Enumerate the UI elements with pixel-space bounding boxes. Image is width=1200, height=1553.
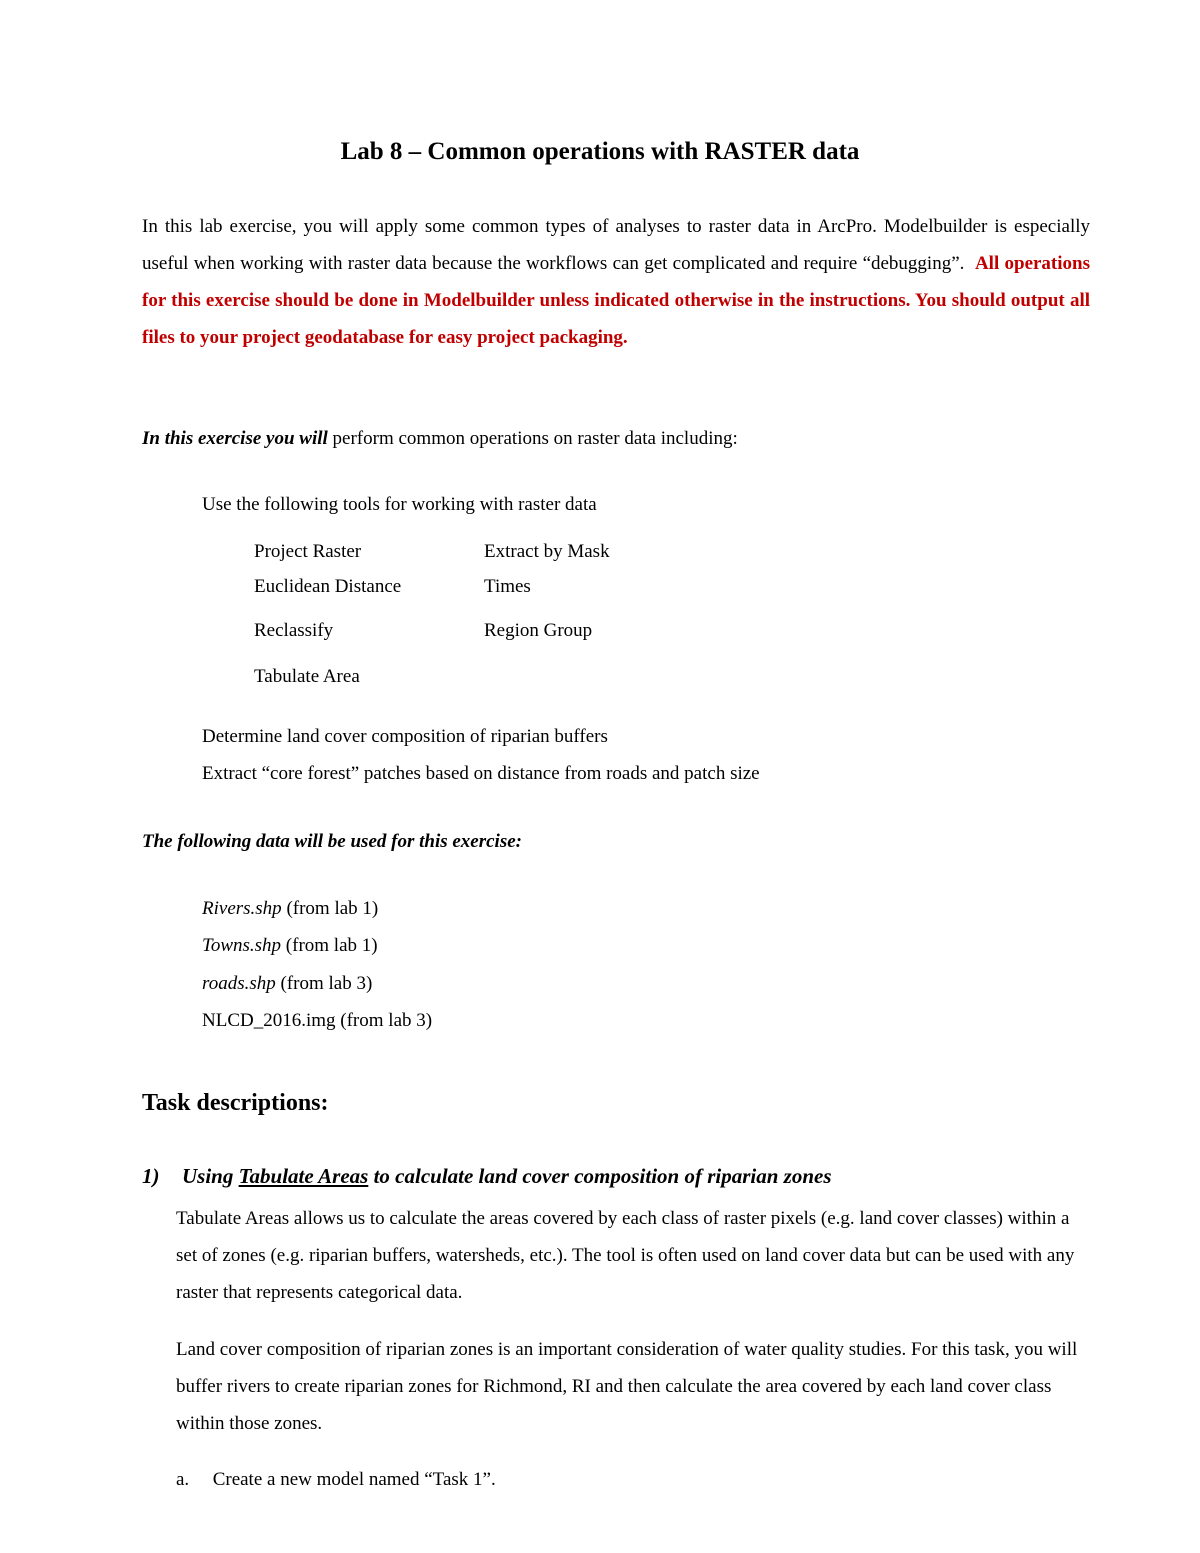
task-tool-name: Tabulate Areas <box>238 1164 369 1188</box>
tool-item: Tabulate Area <box>254 666 360 687</box>
intro-text: In this lab exercise, you will apply some common types of analyses to raster data in ArcPro. Modelbuilder is especially useful when working with raster data because the workflows can get complicated and require “debugging”. <box>142 216 1090 274</box>
objective-item: Extract “core forest” patches based on distance from roads and patch size <box>202 763 760 784</box>
data-item <box>202 898 378 920</box>
tool-item: Euclidean Distance <box>254 576 402 597</box>
goals-lead: In this exercise you will <box>142 428 328 449</box>
goals-line <box>142 428 738 450</box>
task-heading-post: to calculate land cover composition of riparian zones <box>368 1164 832 1188</box>
task-number: 1) <box>142 1164 160 1188</box>
task-1-paragraph-2: Land cover composition of riparian zones is an important consideration of water quality studies. For this task, you will buffer rivers to create riparian zones for Richmond, RI and then calculate the area covered by each land cover class within those zones. <box>176 1339 1078 1434</box>
data-file-name: NLCD_2016.img <box>202 1010 336 1031</box>
data-file-name: Rivers.shp <box>202 898 282 919</box>
data-item <box>202 973 372 995</box>
intro-warning: All operations for this exercise should be done in Modelbuilder unless indicated otherwise in the instructions <box>142 253 1091 311</box>
data-file-note: (from lab 1) <box>281 935 378 956</box>
page-title: Lab 8 – Common operations with RASTER data <box>340 138 860 165</box>
tools-heading: Use the following tools for working with raster data <box>202 494 597 515</box>
tool-item: Region Group <box>484 620 593 641</box>
intro-paragraph <box>142 208 1090 356</box>
objective-item: Determine land cover composition of riparian buffers <box>202 726 608 747</box>
step-text: Create a new model named “Task 1”. <box>212 1469 496 1490</box>
task-1-heading <box>142 1164 832 1189</box>
data-item <box>202 1010 432 1032</box>
tool-item: Times <box>484 576 531 597</box>
tool-item: Reclassify <box>254 620 334 641</box>
task-heading-pre: Using <box>182 1164 239 1188</box>
tool-item: Extract by Mask <box>484 541 610 562</box>
intro-warning-2: . You should output all files to your project geodatabase for easy project packaging. <box>142 290 1091 348</box>
data-file-name: Towns.shp <box>202 935 282 956</box>
data-file-note: (from lab 3) <box>275 973 373 994</box>
task-1-paragraph-1: Tabulate Areas allows us to calculate the areas covered by each class of raster pixels (e.g. land cover classes) within a set of zones (e.g. riparian buffers, watersheds, etc.). The tool is often used on land cover data but can be used with any raster that represents categorical data. <box>176 1208 1075 1303</box>
goals-rest: perform common operations on raster data including: <box>327 428 738 449</box>
tasks-heading: Task descriptions: <box>142 1090 329 1116</box>
data-file-note: (from lab 3) <box>335 1010 433 1031</box>
data-file-name: roads.shp <box>202 973 276 994</box>
tool-item: Project Raster <box>254 541 362 562</box>
data-item <box>202 935 378 957</box>
data-file-note: (from lab 1) <box>281 898 379 919</box>
task-1-step-a <box>176 1469 496 1491</box>
data-heading: The following data will be used for this exercise: <box>142 831 522 852</box>
step-letter: a. <box>176 1469 190 1490</box>
